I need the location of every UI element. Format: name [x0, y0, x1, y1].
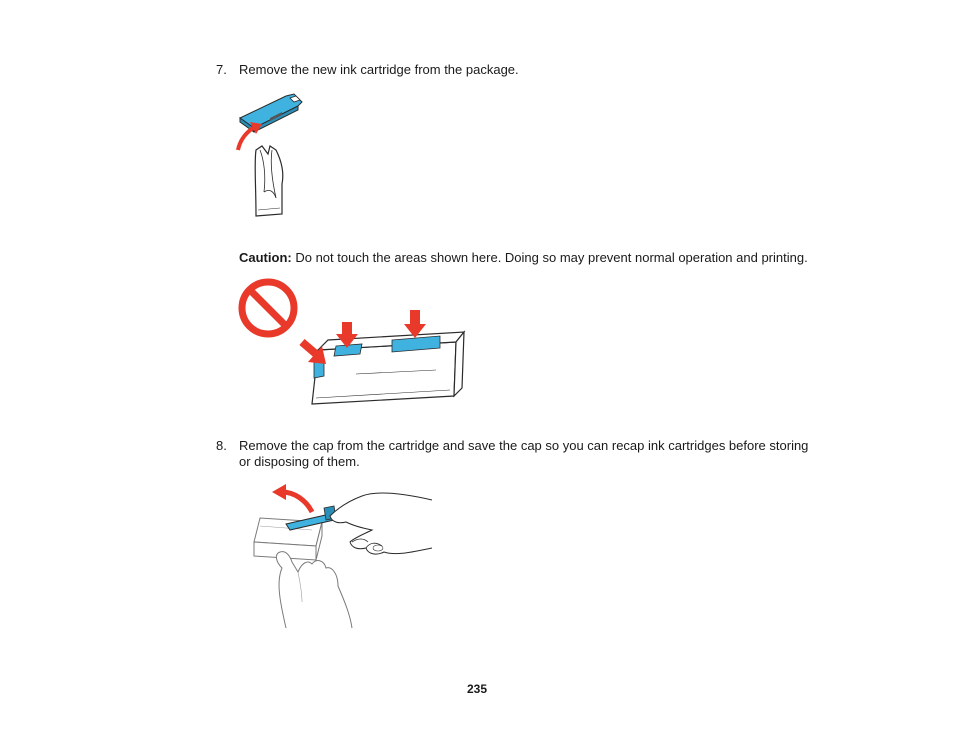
step-7-text: Remove the new ink cartridge from the package. [239, 62, 519, 77]
figure-remove-cartridge-from-package [234, 88, 306, 220]
curved-arrow-icon [272, 484, 312, 512]
caution-label: Caution: [239, 250, 292, 265]
step-7-number: 7. [216, 62, 227, 77]
figure-do-not-touch-areas [236, 276, 470, 410]
right-hand-illustration [330, 493, 432, 554]
caution-note [239, 250, 839, 266]
page-number: 235 [466, 682, 488, 696]
left-hand-illustration [276, 552, 352, 628]
caution-text: Do not touch the areas shown here. Doing so may prevent normal operation and printing. [295, 250, 808, 265]
open-package-illustration [255, 146, 283, 216]
step-8-text: Remove the cap from the cartridge and save the cap so you can recap ink cartridges before storing or disposing of them. [239, 438, 809, 469]
warning-arrow-icon [404, 310, 426, 338]
prohibited-icon [242, 282, 294, 334]
ink-cartridge-illustration [312, 332, 464, 404]
ink-cartridge-illustration [240, 94, 302, 132]
step-8-number: 8. [216, 438, 227, 453]
figure-remove-cartridge-cap [246, 482, 438, 630]
